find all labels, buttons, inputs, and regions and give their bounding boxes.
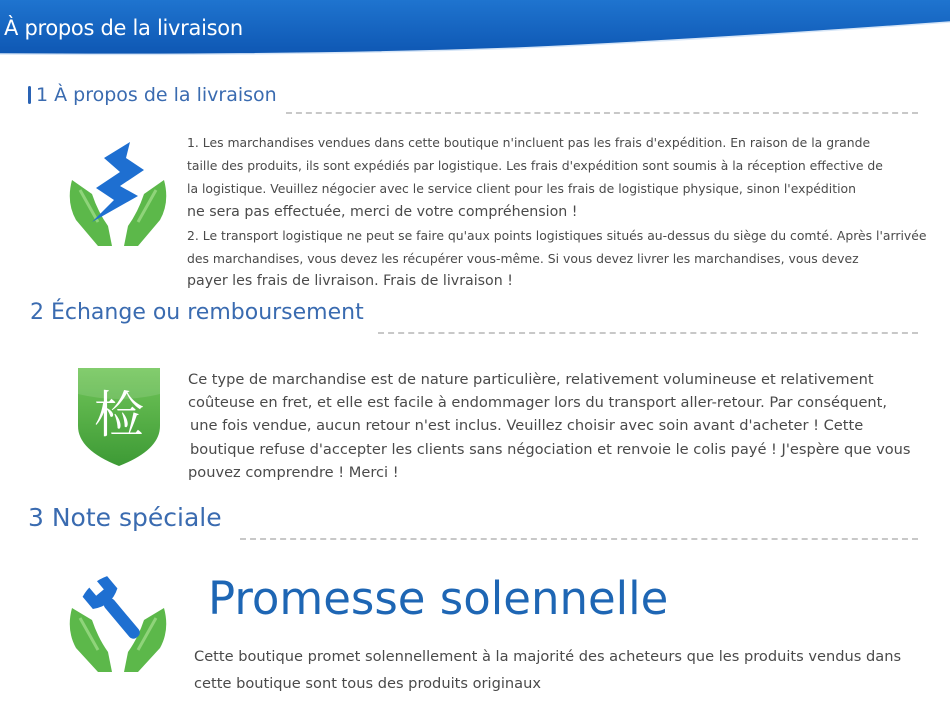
inspection-shield-icon <box>74 364 164 468</box>
section-1-line: ne sera pas effectuée, merci de votre compréhension ! <box>187 203 578 220</box>
section-3-divider <box>240 538 918 540</box>
section-1-line: taille des produits, ils sont expédiés par logistique. Les frais d'expédition sont soumis à la réception effective de <box>187 158 883 174</box>
section-3-line: cette boutique sont tous des produits originaux <box>194 675 541 692</box>
section-2-line: coûteuse en fret, et elle est facile à endommager lors du transport aller-retour. Par conséquent, <box>188 394 888 412</box>
section-1-line: 2. Le transport logistique ne peut se faire qu'aux points logistiques situés au-dessus du siège du comté. Après l'arrivée <box>187 227 927 243</box>
header-banner <box>0 0 950 56</box>
section-1-line: des marchandises, vous devez les récupérer vous-même. Si vous devez livrer les marchandises, vous devez <box>187 251 859 267</box>
section-1-heading <box>28 84 277 106</box>
section-3-body <box>194 643 901 697</box>
section-2-body <box>188 368 911 484</box>
inspection-badge-text: 检 <box>94 386 144 444</box>
page-title: À propos de la livraison <box>4 16 243 40</box>
section-2-line: Ce type de marchandise est de nature particulière, relativement volumineuse et relativement <box>188 371 874 388</box>
section-1-line: la logistique. Veuillez négocier avec le service client pour les frais de logistique physique, sinon l'expédition <box>187 181 856 197</box>
section-1-line: payer les frais de livraison. Frais de livraison ! <box>187 273 513 290</box>
section-2-divider <box>378 332 918 334</box>
section-2-line: boutique refuse d'accepter les clients sans négociation et renvoie le colis payé ! J'espère que vous <box>190 440 911 458</box>
section-1-body <box>187 131 926 293</box>
section-2-heading: 2 Échange ou remboursement <box>30 300 364 325</box>
section-1-divider <box>286 112 918 114</box>
section-3-line: Cette boutique promet solennellement à la majorité des acheteurs que les produits vendus dans <box>194 648 902 665</box>
section-1-line: 1. Les marchandises vendues dans cette boutique n'incluent pas les frais d'expédition. En raison de la grande <box>187 135 871 150</box>
section-2-line: pouvez comprendre ! Merci ! <box>188 463 399 481</box>
section-2-line: une fois vendue, aucun retour n'est inclus. Veuillez choisir avec soin avant d'acheter ! Cette <box>190 417 864 435</box>
promise-title: Promesse solennelle <box>208 572 669 625</box>
heading-marker <box>28 86 31 104</box>
wrench-hands-icon <box>68 574 168 674</box>
section-1-heading-text: 1 À propos de la livraison <box>36 84 277 106</box>
lightning-hands-icon <box>68 138 168 250</box>
section-3-heading: 3 Note spéciale <box>28 503 222 532</box>
